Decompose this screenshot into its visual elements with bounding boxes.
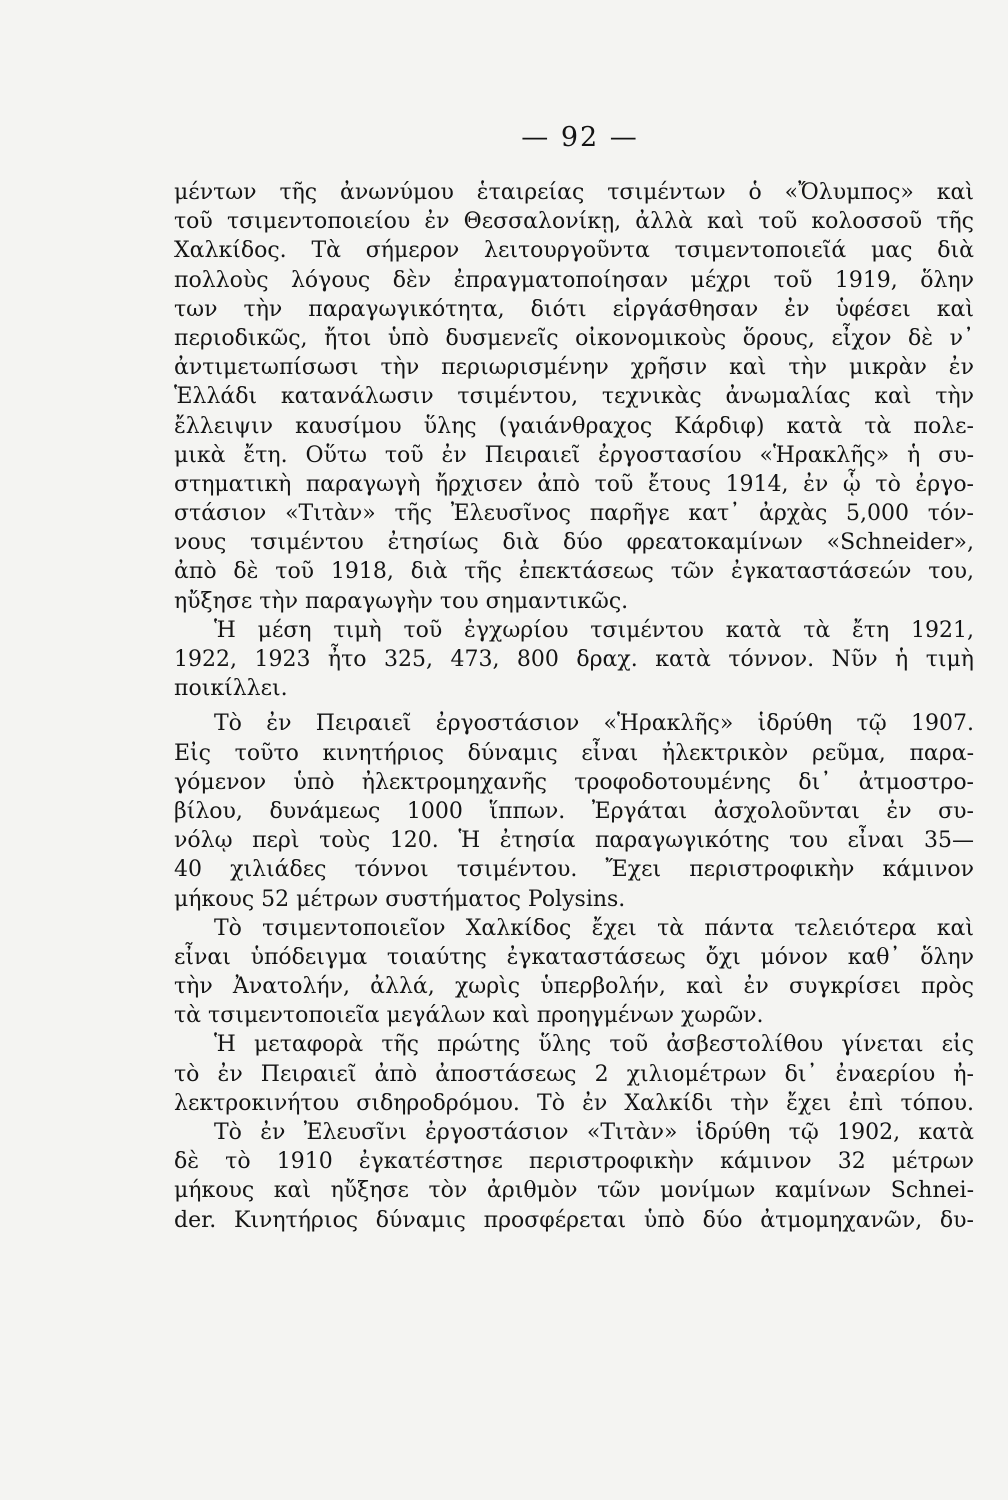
- text-line: λεκτροκινήτου σιδηροδρόμου. Τὸ ἐν Χαλκίδι τὴν ἔχει ἐπὶ τόπου.: [174, 1090, 974, 1116]
- text-line: Ἡ μέση τιμὴ τοῦ ἐγχωρίου τσιμέντου κατὰ τὰ ἔτη 1921,: [214, 617, 974, 643]
- text-line: ποικίλλει.: [174, 676, 288, 702]
- text-line: Ἑλλάδι κατανάλωσιν τσιμέντου, τεχνικὰς ἀνωμαλίας καὶ τὴν: [174, 384, 974, 410]
- text-line: Τὸ ἐν Ἐλευσῖνι ἐργοστάσιον «Τιτὰν» ἱδρύθη τῷ 1902, κατὰ: [214, 1120, 974, 1145]
- text-line: Εἰς τοῦτο κινητήριος δύναμις εἶναι ἠλεκτρικὸν ρεῦμα, παρα-: [174, 740, 974, 766]
- text-line: νους τσιμέντου ἐτησίως διὰ δύο φρεατοκαμίνων «Schneider»,: [174, 530, 974, 556]
- text-line: Τὸ ἐν Πειραιεῖ ἐργοστάσιον «Ἡρακλῆς» ἱδρύθη τῷ 1907.: [214, 711, 974, 737]
- text-line: ηὔξησε τὴν παραγωγὴν του σημαντικῶς.: [174, 588, 629, 614]
- text-line: των τὴν παραγωγικότητα, διότι εἰργάσθησαν ἐν ὑφέσει καὶ: [174, 296, 974, 322]
- body-text: [174, 178, 974, 1235]
- text-line: γόμενον ὑπὸ ἠλεκτρομηχανῆς τροφοδοτουμένης δι᾿ ἀτμοστρο-: [174, 769, 974, 795]
- text-line: στηματικὴ παραγωγὴ ἤρχισεν ἀπὸ τοῦ ἔτους 1914, ἐν ᾧ τὸ ἐργο-: [174, 471, 974, 497]
- text-line: ἔλλειψιν καυσίμου ὕλης (γαιάνθραχος Κάρδιφ) κατὰ τὰ πολε-: [174, 413, 974, 439]
- text-line: τὴν Ἀνατολήν, ἀλλά, χωρὶς ὑπερβολήν, καὶ ἐν συγκρίσει πρὸς: [174, 974, 974, 1000]
- text-line: νόλῳ περὶ τοὺς 120. Ἡ ἐτησία παραγωγικότης του εἶναι 35—: [174, 828, 974, 854]
- text-line: μήκους 52 μέτρων συστήματος Polysins.: [174, 886, 626, 912]
- text-line: ἀντιμετωπίσωσι τὴν περιωρισμένην χρῆσιν καὶ τὴν μικρὰν ἐν: [174, 355, 974, 381]
- text-line: βίλου, δυνάμεως 1000 ἵππων. Ἐργάται ἀσχολοῦνται ἐν συ-: [174, 798, 974, 824]
- text-line: εἶναι ὑπόδειγμα τοιαύτης ἐγκαταστάσεως ὄχι μόνον καθ᾿ ὅλην: [174, 944, 974, 970]
- text-line: στάσιον «Τιτὰν» τῆς Ἐλευσῖνος παρῆγε κατ᾿ ἀρχὰς 5,000 τόν-: [174, 501, 974, 527]
- text-line: μικὰ ἔτη. Οὕτω τοῦ ἐν Πειραιεῖ ἐργοστασίου «Ἡρακλῆς» ἡ συ-: [174, 442, 974, 468]
- text-line: δὲ τὸ 1910 ἐγκατέστησε περιστροφικὴν κάμινον 32 μέτρων: [174, 1149, 974, 1175]
- text-line: der. Κινητήριος δύναμις προσφέρεται ὑπὸ δύο ἀτμομηχανῶν, δυ-: [174, 1207, 974, 1233]
- text-line: 1922, 1923 ἦτο 325, 473, 800 δραχ. κατὰ τόννον. Νῦν ἡ τιμὴ: [174, 647, 974, 672]
- text-line: πολλοὺς λόγους δὲν ἐπραγματοποίησαν μέχρι τοῦ 1919, ὅλην: [174, 267, 974, 293]
- text-line: Ἡ μεταφορὰ τῆς πρώτης ὕλης τοῦ ἀσβεστολίθου γίνεται εἰς: [214, 1032, 974, 1058]
- page-number: — 92 —: [521, 122, 639, 153]
- text-line: τὰ τσιμεντοποιεῖα μεγάλων καὶ προηγμένων χωρῶν.: [174, 1003, 764, 1029]
- text-line: ἀπὸ δὲ τοῦ 1918, διὰ τῆς ἐπεκτάσεως τῶν ἐγκαταστάσεών του,: [174, 559, 974, 585]
- text-line: τὸ ἐν Πειραιεῖ ἀπὸ ἀποστάσεως 2 χιλιομέτρων δι᾿ ἐναερίου ἠ-: [174, 1061, 974, 1087]
- text-line: 40 χιλιάδες τόννοι τσιμέντου. Ἔχει περιστροφικὴν κάμινον: [174, 857, 974, 883]
- text-line: Τὸ τσιμεντοποιεῖον Χαλκίδος ἔχει τὰ πάντα τελειότερα καὶ: [214, 915, 974, 941]
- text-line: μέντων τῆς ἀνωνύμου ἑταιρείας τσιμέντων ὁ «Ὄλυμπος» καὶ: [174, 180, 974, 205]
- text-line: τοῦ τσιμεντοποιείου ἐν Θεσσαλονίκῃ, ἀλλὰ καὶ τοῦ κολοσσοῦ τῆς: [174, 209, 974, 235]
- text-line: Χαλκίδος. Τὰ σήμερον λειτουργοῦντα τσιμεντοποιεῖά μας διὰ: [174, 238, 974, 264]
- text-line: μήκους καὶ ηὔξησε τὸν ἀριθμὸν τῶν μονίμων καμίνων Schnei-: [174, 1178, 974, 1204]
- text-line: περιοδικῶς, ἤτοι ὑπὸ δυσμενεῖς οἰκονομικοὺς ὅρους, εἶχον δὲ ν᾿: [174, 325, 974, 351]
